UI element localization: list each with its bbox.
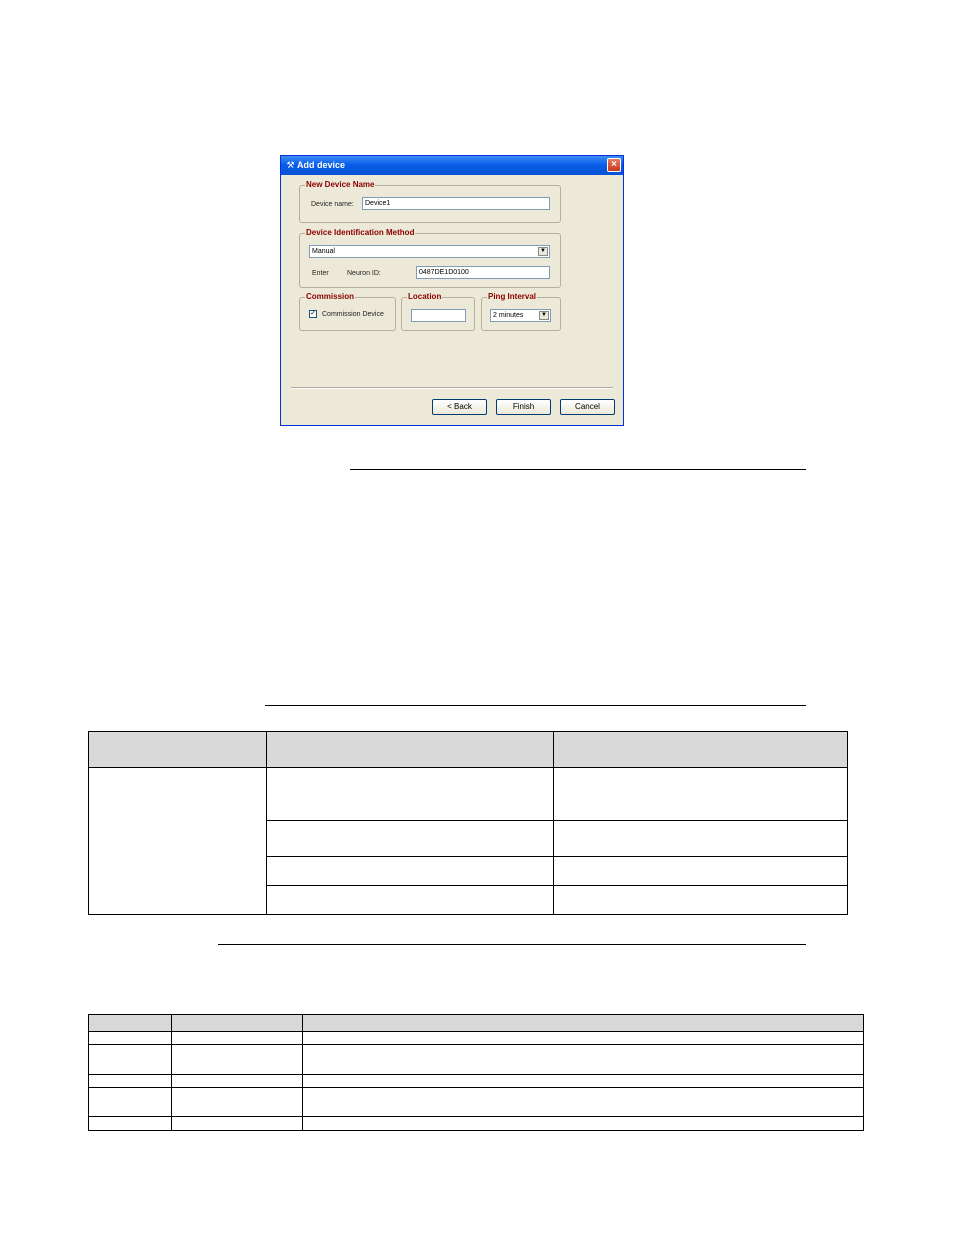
table-cell — [267, 886, 554, 915]
table-row — [89, 1117, 864, 1131]
table-cell — [303, 1088, 864, 1117]
table-cell — [172, 1032, 303, 1045]
table-cell — [303, 1032, 864, 1045]
table-cell — [89, 1032, 172, 1045]
new-device-name-group — [299, 180, 561, 223]
table-header-row — [89, 1015, 864, 1032]
device-identification-group — [299, 228, 561, 288]
group-label-identification: Device Identification Method — [306, 228, 415, 237]
table-cell — [554, 886, 848, 915]
button-separator — [291, 387, 613, 389]
table-header-cell — [89, 1015, 172, 1032]
table-cell — [303, 1075, 864, 1088]
table-cell — [303, 1045, 864, 1075]
table-header-cell — [267, 732, 554, 768]
back-button[interactable]: < Back — [432, 399, 487, 415]
table-row — [89, 1088, 864, 1117]
group-label-ping-interval: Ping Interval — [488, 292, 537, 301]
finish-button[interactable]: Finish — [496, 399, 551, 415]
chevron-down-icon[interactable]: ▼ — [538, 247, 548, 256]
table-cell — [172, 1117, 303, 1131]
table-header-cell — [172, 1015, 303, 1032]
group-label-new-device-name: New Device Name — [306, 180, 375, 189]
table-cell — [89, 768, 267, 915]
table-row — [89, 768, 848, 821]
device-name-label: Device name: — [311, 201, 354, 208]
table-cell — [554, 857, 848, 886]
three-column-table — [88, 731, 848, 915]
table-row — [89, 1045, 864, 1075]
ping-interval-dropdown[interactable] — [490, 309, 551, 322]
location-group — [401, 292, 475, 331]
identification-method-value: Manual — [312, 248, 335, 255]
commission-device-checkbox[interactable]: ✓ — [310, 310, 316, 317]
chevron-down-icon[interactable]: ▼ — [539, 311, 549, 320]
title-bar — [281, 156, 623, 175]
section-rule-2 — [265, 705, 806, 706]
ping-interval-value: 2 minutes — [493, 312, 524, 319]
add-device-dialog — [280, 155, 624, 426]
close-icon: × — [611, 159, 617, 170]
table-row — [89, 1032, 864, 1045]
close-button[interactable] — [607, 158, 621, 172]
table-cell — [89, 1088, 172, 1117]
table-cell — [303, 1117, 864, 1131]
wrench-icon: ⚒ — [286, 160, 295, 170]
table-cell — [89, 1045, 172, 1075]
table-cell — [172, 1088, 303, 1117]
five-row-table — [88, 1014, 864, 1131]
commission-group — [299, 292, 396, 331]
neuron-id-label: Neuron ID: — [347, 270, 381, 277]
table-cell — [267, 821, 554, 857]
table-cell — [267, 857, 554, 886]
enter-label: Enter — [312, 270, 329, 277]
table-cell — [554, 821, 848, 857]
table-cell — [172, 1045, 303, 1075]
section-rule-1 — [350, 469, 806, 470]
table-header-cell — [89, 732, 267, 768]
table-cell — [172, 1075, 303, 1088]
table-cell — [554, 768, 848, 821]
table-cell — [89, 1117, 172, 1131]
group-label-location: Location — [408, 292, 442, 301]
dialog-title: Add device — [297, 160, 346, 170]
commission-device-label: Commission Device — [322, 311, 384, 318]
section-rule-3 — [218, 944, 806, 945]
location-input[interactable] — [411, 309, 466, 322]
ping-interval-group — [481, 292, 561, 331]
table-header-cell — [554, 732, 848, 768]
table-cell — [267, 768, 554, 821]
table-row — [89, 1075, 864, 1088]
table-cell — [89, 1075, 172, 1088]
neuron-id-input[interactable]: 0487DE1D0100 — [416, 266, 550, 279]
group-label-commission: Commission — [306, 292, 355, 301]
cancel-button[interactable]: Cancel — [560, 399, 615, 415]
device-name-input[interactable]: Device1 — [362, 197, 550, 210]
table-header-row — [89, 732, 848, 768]
table-header-cell — [303, 1015, 864, 1032]
identification-method-dropdown[interactable] — [309, 245, 550, 258]
